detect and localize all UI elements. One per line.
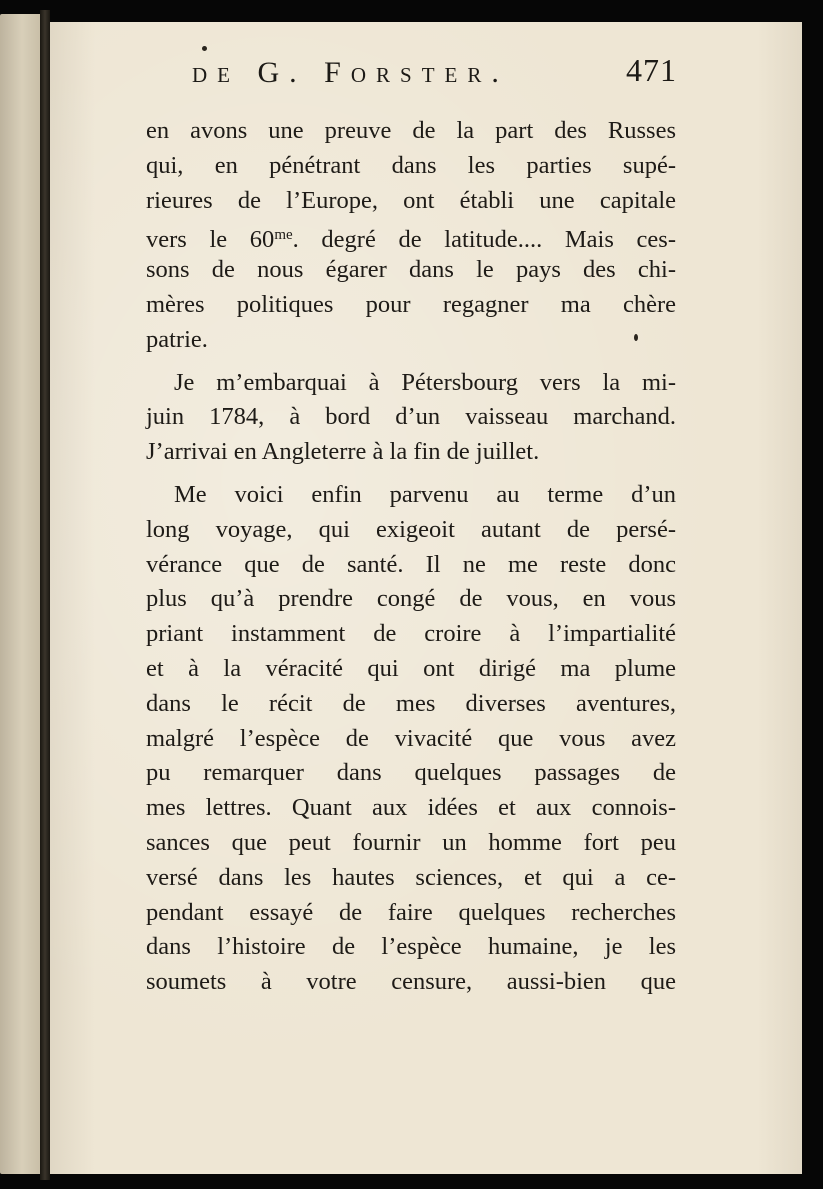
text-line: en avons une preuve de la part des Russes <box>146 117 676 144</box>
text-line <box>146 218 676 253</box>
text-line: Me voici enfin parvenu au terme d’un <box>174 480 676 508</box>
book-gutter <box>40 10 50 1180</box>
text-line: mes lettres. Quant aux idées et aux connois- <box>146 794 676 822</box>
text-line: juin 1784, à bord d’un vaisseau marchand. <box>146 403 676 431</box>
text-line: sons de nous égarer dans le pays des chi- <box>146 256 676 284</box>
text-line: soumets à votre censure, aussi-bien que <box>146 968 676 996</box>
ink-speck <box>202 46 207 51</box>
text-line: priant instamment de croire à l’impartialité <box>146 620 676 648</box>
text-line: vérance que de santé. Il ne me reste donc <box>146 550 676 578</box>
previous-page-edge <box>0 14 40 1174</box>
text-line: dans l’histoire de l’espèce humaine, je les <box>146 933 676 961</box>
text-line: plus qu’à prendre congé de vous, en vous <box>146 585 676 613</box>
text-line: Je m’embarquai à Pétersbourg vers la mi- <box>174 368 676 396</box>
page-header <box>192 52 692 102</box>
line-segment: vers le 60 <box>146 226 275 254</box>
text-line: qui, en pénétrant dans les parties supé- <box>146 151 676 179</box>
text-line: malgré l’espèce de vivacité que vous avez <box>146 724 676 752</box>
body-text <box>146 114 676 1008</box>
text-line: et à la véracité qui ont dirigé ma plume <box>146 654 676 682</box>
paragraph <box>146 366 676 470</box>
text-line: mères politiques pour regagner ma chère <box>146 290 676 318</box>
text-line: dans le récit de mes diverses aventures, <box>146 689 676 717</box>
text-line: versé dans les hautes sciences, et qui a ce- <box>146 863 676 891</box>
text-line: pu remarquer dans quelques passages de <box>146 759 676 787</box>
text-line: pendant essayé de faire quelques recherches <box>146 898 676 926</box>
paragraph <box>146 114 676 358</box>
running-head: de G. Forster. <box>192 56 509 89</box>
text-line: patrie. <box>146 325 208 353</box>
text-line: rieures de l’Europe, ont établi une capitale <box>146 186 676 214</box>
superscript: me <box>274 227 293 244</box>
text-line: J’arrivai en Angleterre à la fin de juillet. <box>146 438 540 466</box>
paragraph <box>146 478 676 1000</box>
text-line: sances que peut fournir un homme fort peu <box>146 828 676 856</box>
page-number: 471 <box>626 52 677 88</box>
line-segment: . degré de latitude.... Mais ces- <box>292 226 676 254</box>
text-line: long voyage, qui exigeoit autant de persé- <box>146 515 676 543</box>
